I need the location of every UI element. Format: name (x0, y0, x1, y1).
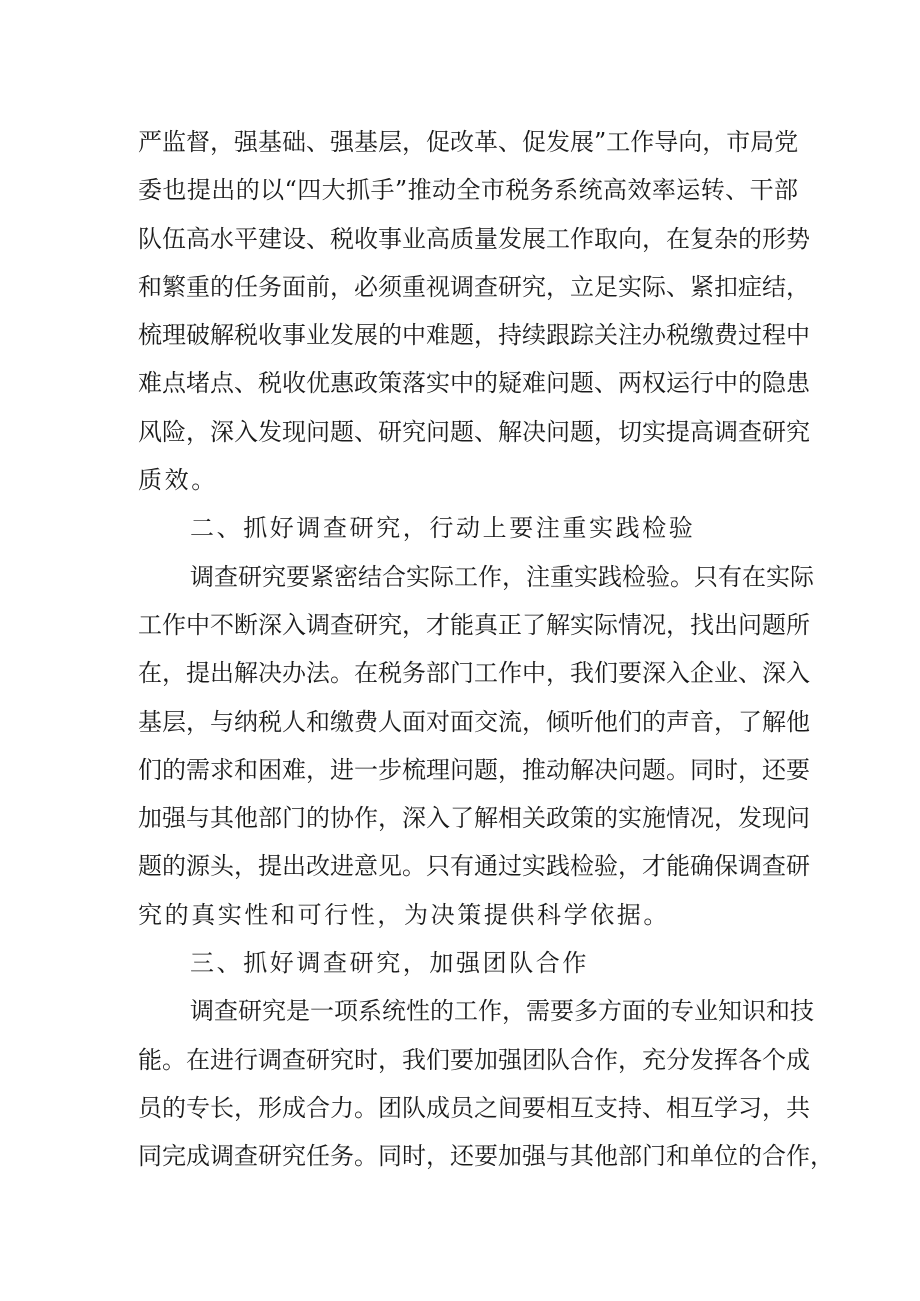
paragraph-line: 员的专长，形成合力。团队成员之间要相互支持、相互学习，共 (138, 1093, 810, 1122)
paragraph-line: 们的需求和困难，进一步梳理问题，推动解决问题。同时，还要 (138, 755, 810, 784)
paragraph-line: 调查研究是一项系统性的工作，需要多方面的专业知识和技 (190, 997, 814, 1026)
paragraph-line: 题的源头，提出改进意见。只有通过实践检验，才能确保调查研 (138, 852, 810, 881)
paragraph-line: 严监督，强基础、强基层，促改革、促发展”工作导向，市局党 (138, 128, 799, 156)
paragraph-line: 能。在进行调查研究时，我们要加强团队合作，充分发挥各个成 (138, 1045, 810, 1074)
section-heading: 三、抓好调查研究，加强团队合作 (190, 949, 589, 978)
paragraph-line: 队伍高水平建设、税收事业高质量发展工作取向，在复杂的形势 (138, 224, 810, 253)
paragraph-line: 难点堵点、税收优惠政策落实中的疑难问题、两权运行中的隐患 (138, 369, 810, 398)
paragraph-line: 在，提出解决办法。在税务部门工作中，我们要深入企业、深入 (138, 659, 810, 688)
paragraph-line: 梳理破解税收事业发展的中难题，持续跟踪关注办税缴费过程中 (138, 321, 810, 350)
paragraph-line: 同完成调查研究任务。同时，还要加强与其他部门和单位的合作， (138, 1142, 834, 1171)
paragraph-line: 调查研究要紧密结合实际工作，注重实践检验。只有在实际 (190, 562, 814, 591)
paragraph-line: 工作中不断深入调查研究，才能真正了解实际情况，找出问题所 (138, 610, 810, 639)
paragraph-line: 加强与其他部门的协作，深入了解相关政策的实施情况，发现问 (138, 804, 810, 833)
paragraph-line: 风险，深入发现问题、研究问题、解决问题，切实提高调查研究 (138, 417, 810, 446)
paragraph-line: 究的真实性和可行性，为决策提供科学依据。 (138, 900, 670, 929)
paragraph-line: 委也提出的以“四大抓手”推动全市税务系统高效率运转、干部 (138, 176, 798, 205)
document-body (138, 118, 834, 1181)
paragraph-line: 和繁重的任务面前，必须重视调查研究，立足实际、紧扣症结， (138, 272, 810, 301)
paragraph-line: 质效。 (138, 466, 218, 495)
section-heading: 二、抓好调查研究，行动上要注重实践检验 (190, 514, 696, 543)
paragraph-line: 基层，与纳税人和缴费人面对面交流，倾听他们的声音，了解他 (138, 707, 810, 736)
